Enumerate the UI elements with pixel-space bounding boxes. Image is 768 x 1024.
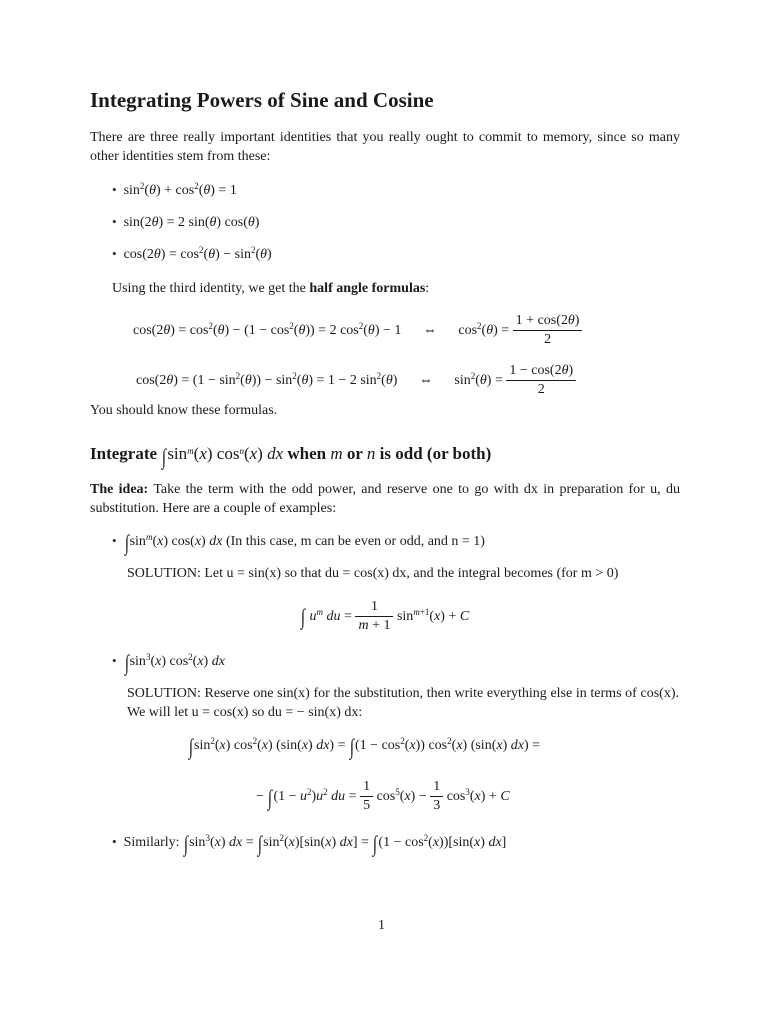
identity-double-cosine: • $\cos(2\theta) = \cos^2(\theta) - \sin^2(\theta)$ — [112, 245, 272, 262]
half-angle-intro: Using the third identity, we get the half angle formulas: — [112, 281, 430, 296]
identity-pythagorean: • $\sin^2(\theta) + \cos^2(\theta) = 1$ — [112, 181, 237, 198]
know-formulas-text: You should know these formulas. — [90, 403, 278, 418]
example-2-integral: • $\int\sin^3(x)$ $\cos^2(x)$ dx — [112, 650, 225, 675]
identity-double-sine: • sin(2θ) = 2 sin(θ) cos(θ) — [112, 214, 260, 230]
half-angle-cosine-equation: $\cos(2\theta) = \cos^2(\theta) - (1 - \cos^2(\theta)) = 2$ $\cos^2(\theta) - 1$ ⇔ $\cos^2(\theta)$ = $\frac{1 + \cos(2\theta)}{2}$ — [133, 312, 582, 349]
solution-2-equation-line-1: $\int\sin^2(x)$ $\cos^2(x)$ (sin(x) $dx) = \int(1 - \cos^2(x))$ $\cos^2(x)$ (sin(x) dx) = — [188, 734, 541, 759]
solution-1-equation: ∫ $u^m$ du = $\frac{1}{m + 1}$ $\sin^{m+1}(x) + C$ — [300, 599, 470, 633]
page-number: 1 — [378, 918, 385, 933]
section-heading: Integrate $\int\sin^m(x)$ $\cos^n(x)$ dx when m or n is odd (or both) — [90, 444, 492, 469]
idea-paragraph: The idea: Take the term with the odd power, and reserve one to go with dx in preparation for u, du substitution. Here are a couple of examples: — [90, 482, 681, 516]
half-angle-sine-equation: $\cos(2\theta) = (1 - \sin^2(\theta)) - \sin^2(\theta) = 1 - 2$ $\sin^2(\theta)$ ⇔ $\sin^2(\theta)$ = $\frac{1 - \cos(2\theta)}{2}$ — [136, 362, 576, 399]
solution-2-equation-line-2: − $\int(1 - u^2)u^2$ du = $\frac{1}{5}$ $\cos^5(x)$ − $\frac{1}{3}$ $\cos^3(x) + C$ — [256, 779, 510, 813]
similarly-example: • Similarly: $\int\sin^3(x)$ dx = $\int\sin^2(x)[\sin(x) dx] = \int(1 - \cos^2(x))[\sin(x)$ dx] — [112, 831, 507, 856]
example-1-integral: • $\int\sin^m(x)$ cos(x) dx (In this case, m can be even or odd, and n = 1) — [112, 530, 485, 555]
solution-2-text: SOLUTION: Reserve one sin(x) for the substitution, then write everything else in terms of cos(x). We will let u = cos(x) so du = − sin(x) dx: — [127, 686, 679, 720]
solution-1-text: SOLUTION: Let u = sin(x) so that du = cos(x) dx, and the integral becomes (for m > 0) — [127, 566, 619, 581]
idea-label: The idea: — [90, 482, 149, 497]
page-title: Integrating Powers of Sine and Cosine — [90, 88, 434, 112]
half-angle-term: half angle formulas — [309, 281, 426, 296]
intro-paragraph: There are three really important identities that you really ought to commit to memory, since so many other identities stem from these: — [90, 130, 680, 164]
